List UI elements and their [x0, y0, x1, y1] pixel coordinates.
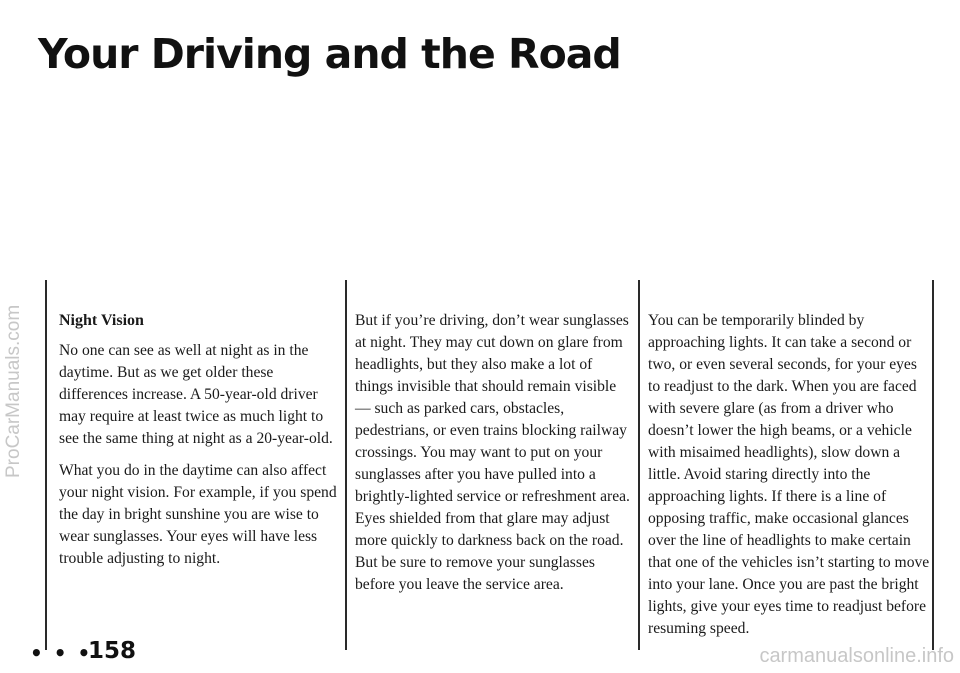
paragraph: But if you’re driving, don’t wear sunglasses at night. They may cut down on glare from headlights, but they also make a lot of things invisible that should remain visible — such as parked cars, obstacles, pedestrians, or even trains blocking railway crossings. You may want to put on your sunglasses after you have pulled into a brightly-lighted service or refreshment area. Eyes shielded from that glare may adjust more quickly to darkness back on the road. But be sure to remove your sunglasses before you leave the service area.: [355, 312, 630, 593]
column-divider-end: [932, 280, 934, 650]
side-watermark: ProCarManuals.com: [3, 304, 24, 478]
paragraph: You can be temporarily blinded by approaching lights. It can take a second or two, or even several seconds, for your eyes to readjust to the dark. When you are faced with severe glare (as from a driver who doesn’t lower the high beams, or a vehicle with misaimed headlights), slow down a little. Avoid staring directly into the approaching lights. If there is a line of opposing traffic, make occasional glances over the line of headlights to make certain that one of the vehicles isn’t starting to move into your lane. Once you are past the bright lights, give your eyes time to readjust before resuming speed.: [648, 312, 930, 637]
page-number: 158: [88, 638, 137, 664]
column-divider-left: [45, 280, 47, 650]
bottom-watermark: carmanualsonline.info: [759, 645, 954, 667]
column-divider-right: [638, 280, 640, 650]
section-heading: Night Vision: [59, 312, 144, 329]
page-title: Your Driving and the Road: [38, 30, 621, 78]
text-column-3: [648, 310, 930, 650]
text-column-2: [355, 310, 633, 606]
paragraph: What you do in the daytime can also affect your night vision. For example, if you spend the day in bright sunshine you are wise to wear sunglasses. Your eyes will have less trouble adjusting to night.: [59, 462, 337, 567]
text-column-1: [59, 306, 337, 580]
footer-dots: • • •: [30, 641, 93, 665]
paragraph: No one can see as well at night as in the daytime. But as we get older these differences increase. A 50-year-old driver may require at least twice as much light to see the same thing at night as a 20-year-old.: [59, 342, 333, 447]
column-divider-middle: [345, 280, 347, 650]
